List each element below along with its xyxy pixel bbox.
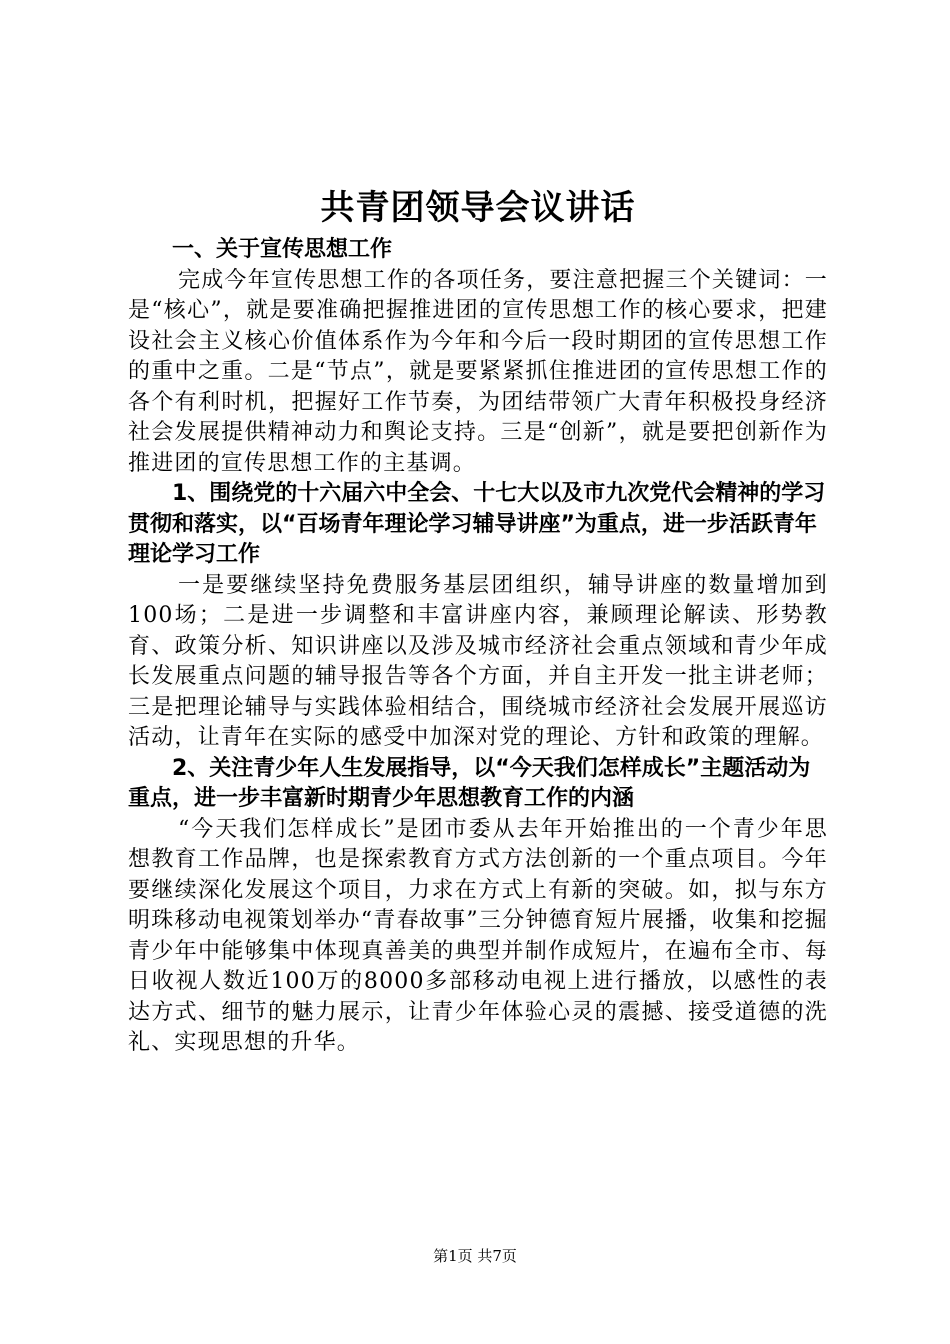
section-youth-development — [128, 754, 828, 1059]
section-heading: 1、围绕党的十六届六中全会、十七大以及市九次党代会精神的学习贯彻和落实，以“百场青年理论学习辅导讲座”为重点，进一步活跃青年理论学习工作 — [128, 481, 826, 567]
section-paragraph: 一是要继续坚持免费服务基层团组织，辅导讲座的数量增加到100场；二是进一步调整和丰富讲座内容，兼顾理论解读、形势教育、政策分析、知识讲座以及涉及城市经济社会重点领域和青少年成长发展重点问题的辅导报告等各个方面，并自主开发一批主讲老师；三是把理论辅导与实践体验相结合，围绕城市经济社会发展开展巡访活动，让青年在实际的感受中加深对党的理论、方针和政策的理解。 — [128, 572, 828, 750]
section-theory-study — [128, 479, 828, 754]
document-title: 共青团领导会议讲话 — [320, 188, 636, 228]
section-heading: 2、关注青少年人生发展指导，以“今天我们怎样成长”主题活动为重点，进一步丰富新时期青少年思想教育工作的内涵 — [128, 755, 811, 811]
document-body — [128, 183, 828, 1059]
section-heading: 一、关于宣传思想工作 — [172, 237, 393, 262]
page-footer: 第1页 共7页 — [433, 1247, 517, 1265]
section-paragraph: “今天我们怎样成长”是团市委从去年开始推出的一个青少年思想教育工作品牌，也是探索教育方式方法创新的一个重点项目。今年要继续深化发展这个项目，力求在方式上有新的突破。如，拟与东方明珠移动电视策划举办“青春故事”三分钟德育短片展播，收集和挖掘青少年中能够集中体现真善美的典型并制作成短片，在遍布全市、每日收视人数近100万的8000多部移动电视上进行播放，以感性的表达方式、细节的魅力展示，让青少年体验心灵的震撼、接受道德的洗礼、实现思想的升华。 — [128, 816, 828, 1055]
section-propaganda-work — [128, 235, 828, 479]
section-paragraph: 完成今年宣传思想工作的各项任务，要注意把握三个关键词：一是“核心”，就是要准确把握推进团的宣传思想工作的核心要求，把建设社会主义核心价值体系作为今年和今后一段时期团的宣传思想工作的重中之重。二是“节点”，就是要紧紧抓住推进团的宣传思想工作的各个有利时机，把握好工作节奏，为团结带领广大青年积极投身经济社会发展提供精神动力和舆论支持。三是“创新”，就是要把创新作为推进团的宣传思想工作的主基调。 — [128, 267, 828, 476]
